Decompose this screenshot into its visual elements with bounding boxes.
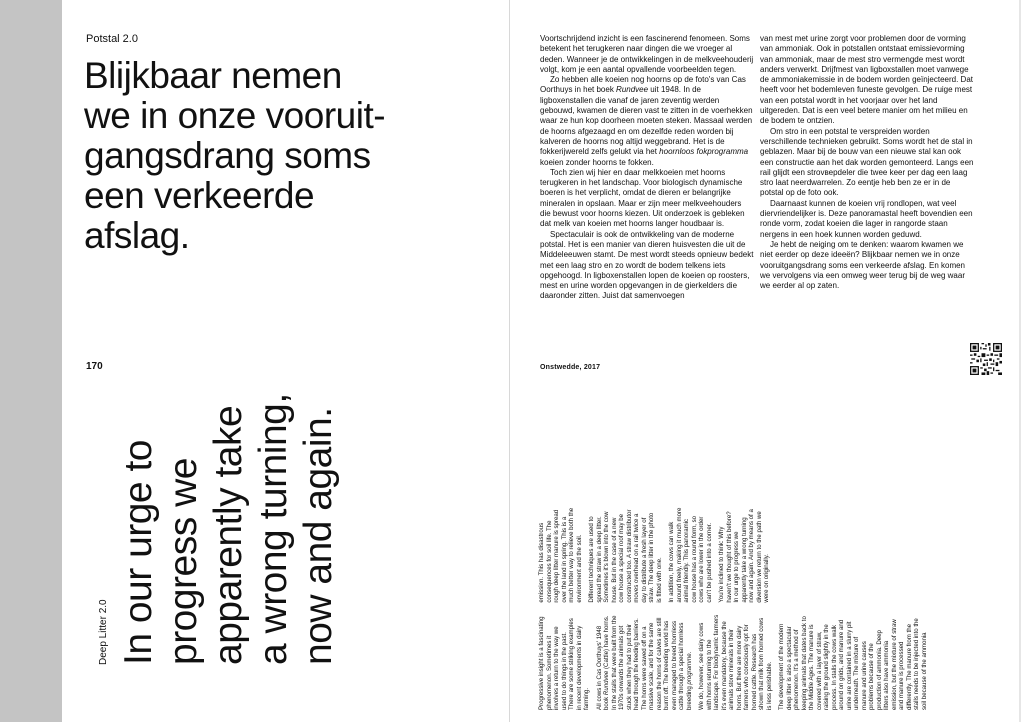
qr-code-icon[interactable]: [970, 343, 1002, 375]
paragraph: We do, however, see dairy cows with horns returning to the landscape. For biodynamic farmers it's even mandatory, because the animals store minerals in their horns. But there are more dairy farmers who consciously opt for horned cattle. Research has shown that milk from horned cows is less perishable.: [698, 614, 773, 710]
pull-quote-english: In our urge to progress we apparently take a wrong turning, now and again.: [117, 393, 340, 665]
running-title: Potstal 2.0: [86, 33, 138, 45]
dutch-column-2: [760, 34, 974, 291]
page-number: 170: [86, 361, 103, 372]
paragraph: Je hebt de neiging om te denken: waarom kwamen we niet eerder op deze ideeën? Blijkbaar nemen we in onze vooruitgangsdrang soms een verkeerde afslag. En komen we vervolgens via een omweg weer terug bij de weg waar we eerder al op zaten.: [760, 239, 966, 291]
gray-margin-bar: [0, 0, 62, 722]
paragraph: You're inclined to think: Why haven't we thought of this before? In our urge to progress we apparently take a wrong turning now and again. And by means of a diversion we return to the path we were on originally.: [718, 509, 770, 603]
paragraph: Different techniques are used to spread the straw in a deep litter. Sometimes it's blown into the cow house. But in the case of a new cow house a special roof may be constructed too. A straw distributor moves overhead on a rail twice a day to distribute a fresh layer of straw. The deep litter in the photo is fitted with one.: [588, 509, 663, 603]
rotated-english-heading-area: [62, 384, 510, 722]
dutch-column-1: [540, 34, 754, 302]
rotated-running-title: Deep Litter 2.0: [98, 599, 109, 665]
paragraph: All cows in Cas Oorthuys' 1948 book Rundvee (Cattle) have horns. In the stalls that were built from the 1970s onwards the animals got stuck when they had to put their head through the feeding barriers. The horns were sawed off on a massive scale, and for the same reason the horns of calves are still burnt off. The breeding world has even managed to breed hornless cattle through a special hornless breeding programme.: [595, 615, 693, 710]
paragraph: Progressive insight is a fascinating phenomenon. Sometimes it involves a return to the way we used to do things in the past. There are some striking examples in recent developments in dairy farming.: [538, 616, 590, 710]
pull-quote-dutch: Blijkbaar nemen we in onze vooruit- gangsdrang soms een verkeerde afslag.: [84, 55, 386, 256]
paragraph: Om stro in een potstal te verspreiden worden verschillende technieken gebruikt. Soms wordt het de stal in geblazen. Maar bij de bouw van een nieuwe stal kan ook een constructie aan het dak worden gemonteerd. Langs een rail glijdt een strovверdeler die twee keer per dag een laag stro laat neerdwarrelen. Zo eentje heb ben ze er in de potstal op de foto ook.: [760, 126, 974, 198]
paragraph: van mest met urine zorgt voor problemen door de vorming van ammoniak. Ook in potstallen ontstaat emissievorming van ammoniak, maar de mest stro vermengde mest wordt anders verwerkt. Drijfmest van ligboxstallen moet vanwege de ammoniakemissie in de bodem worden geïnjecteerd. Dat heeft voor het bodemleven funeste gevolgen. De ruige mest van een potstal wordt in het voorjaar over het land uitgereden. Dat is een veel betere manier om het milieu en de bodem te ontzien.: [760, 34, 974, 126]
paragraph: Spectaculair is ook de ontwikkeling van de moderne potstal. Het is een manier van dieren huisvesten die uit de Middeleeuwen stamt. De mest wordt steeds opnieuw bedekt met een laag stro en zo wordt de bodem telkens iets opgehoogd. In ligboxenstallen lopen de koeien op roosters, mest en urine worden opgevangen in de gierkelders die daaronder zitten. Juist dat samenvoegen: [540, 229, 754, 301]
paragraph: In addition, the cows can walk around freely, making it much more animal friendly. This panoramic cow house has a round form, so cows who are lower in the order can't be pushed into a corner.: [668, 507, 713, 603]
photo-caption: Onstwedde, 2017: [540, 364, 601, 371]
paragraph: Voortschrijdend inzicht is een fascinerend fenomeen. Soms betekent het terugkeren naar dingen die we vroeger al deden. Wanneer je de ontwikkelingen in de melkveehouderij volgt, kom je een aantal opvallende voorbeelden tegen.: [540, 34, 754, 74]
english-translation: [538, 400, 928, 710]
paragraph: Zo hebben alle koeien nog hoorns op de foto's van Cas Oorthuys in het boek Rundvee uit 1948. In de ligboxenstallen die vanaf de jaren zeventig werden gebouwd, kwamen de dieren vast te zitten in de voerhekken waar ze hun kop doorheen moeten steken. Massaal werden de hoorns afgezaagd en om dezelfde reden worden bij kalveren de hoorns nog altijd weggebrand. Het is de fokkerijwereld zelfs gelukt via het hoornloos fokprogramma koeien zonder hoorns te fokken.: [540, 75, 753, 167]
paragraph: Daarnaast kunnen de koeien vrij rondlopen, wat veel diervriendelijker is. Deze panoramastal heeft bovendien een ronde vorm, zodat koeien die lager in rangorde staan nergens in een hoek kunnen worden geduwd.: [760, 198, 973, 239]
paragraph: The development of the modern deep litter is also a spectacular phenomenon. It's a method of keeping animals that dates back to the Middle Ages. The manure is covered with a layer of straw, raising the ground slightly in the process. In stalls the cows walk around on grids, and manure and urine are contained in a slurry pit underneath. The mixture of manure and urine causes problems because of the production of ammonia. Deep litters also have ammonia emission, but the mixture of straw and manure is processed differently. The manure from the stalls needs to be injected into the soil because of the ammonia emission. This has disastrous consequences for soil life. The rough deep litter manure is spread over the land in spring. This is a much better way to relieve both the environment and the soil.: [538, 507, 928, 710]
rotated-english-text-area: [510, 384, 1019, 722]
paragraph: Toch zien wij hier en daar melkkoeien met hoorns terugkeren in het landschap. Voor biologisch dynamische boeren is het verplicht, omdat de dieren er belangrijke mineralen in opslaan. Maar er zijn meer melkveehouders die bewust voor hoorns kiezen. Uit onderzoek is gebleken dat melk van koeien met hoorns langer houdbaar is.: [540, 167, 745, 229]
